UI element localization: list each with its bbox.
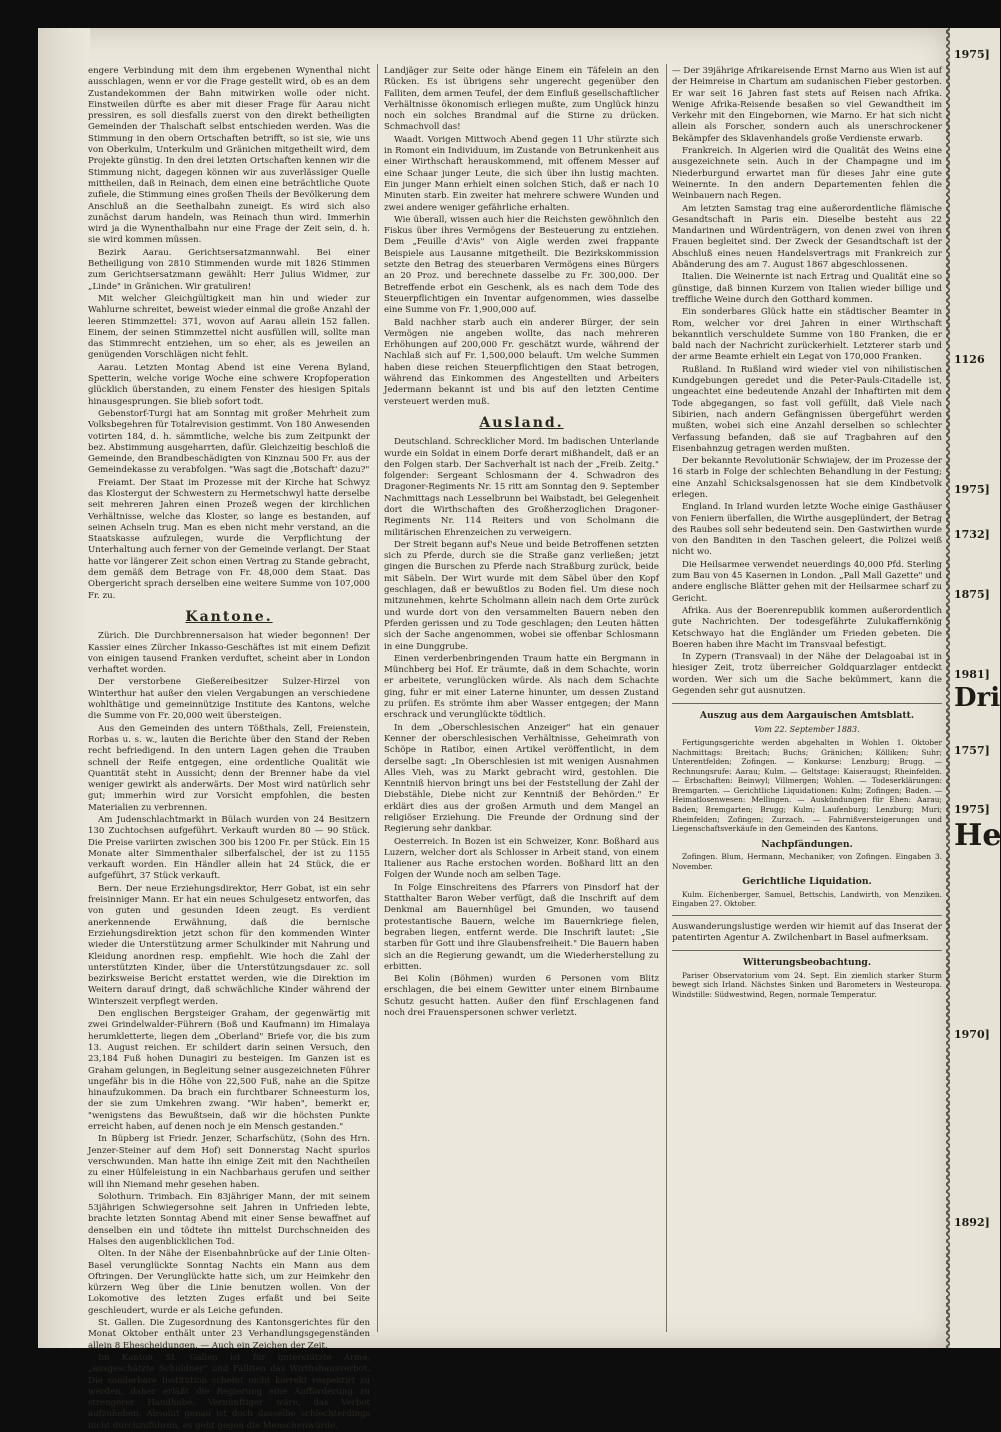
article-text: Waadt. Vorigen Mittwoch Abend gegen 11 Uhr stürzte sich in Romont ein Individuum, im Zustande von Betrunkenheit aus einer Wirthschaft herauskommend, mit offenem Messer auf eine Schaar junger Leute, die sich über ihn lustig machten. Ein junger Mann erhielt einen solchen Stich, daß er nach 10 Minuten starb. Ein zweiter hat mehrere schwere Wunden und zwei andere weniger gefährliche erhalten. bbox=[384, 134, 659, 213]
article-text: Oesterreich. In Bozen ist ein Schweizer, Konr. Boßhard aus Luzern, welcher dort als Schlosser in Arbeit stand, von einem Italiener aus Rache erstochen worden. Boßhard litt an den Folgen der Wunde noch am selben Tage. bbox=[384, 836, 659, 881]
adjacent-ad-ref: 1975] bbox=[954, 48, 990, 61]
article-text: Im Kanton St. Gallen ist für unterstützte Arme, „ausgeschätzte Schuldner" und Falliten das Wirthshausverbot. Die sonderbare Institution scheint nicht korrekt respektirt zu werden, daher erläßt die Regierung eine Aufforderung zu strengerer Handhabe. Vernünftiger wäre, das Verbot aufzuheben. Absolut genau ist doch dasselbe schlechterdings nicht durchzuführen, es geht gegen die Menschenwürde. bbox=[88, 1352, 370, 1431]
article-text: Rußland. In Rußland wird wieder viel von nihilistischen Kundgebungen geredet und die Peter-Pauls-Citadelle ist, ungeachtet eine bedeutende Anzahl der Inhaftirten mit dem Tode abgegangen, so fast voll gefüllt, daß Viele nach Sibirien, nach andern Gefängnissen übergeführt werden mußten, wobei sich eine Anzahl derselben so schlechter Verfassung befanden, daß sie auf Tragbahren auf den Eisenbahnzug getragen werden mußten. bbox=[672, 364, 942, 454]
section-heading-kantone: Kantone. bbox=[185, 608, 273, 625]
adjacent-ad-ref: He bbox=[954, 818, 1001, 853]
article-text: Einen verderbenbringenden Traum hatte ein Bergmann in Münchberg bei Hof. Er träumte, daß in dem Schachte, worin er arbeitete, verunglücken würde. Als nach dem Schachte ging, fuhr er mit einer Laterne hinunter, um dessen Zustand zu prüfen. Es strömte ihm aber Wasser entgegen; der Mann erschrack und verunglückte tödtlich. bbox=[384, 653, 659, 721]
divider bbox=[672, 703, 942, 704]
adjacent-ad-ref: 1732] bbox=[954, 528, 990, 541]
adjacent-ad-ref: 1126 bbox=[954, 353, 985, 366]
witterung-heading: Witterungsbeobachtung. bbox=[742, 957, 872, 969]
article-text: Am Judenschlachtmarkt in Bülach wurden von 24 Besitzern 130 Zuchtochsen aufgeführt. Verkauft wurden 80 — 90 Stück. Die Preise variirten zwischen 300 bis 1200 Fr. per Stück. Ein 15 Monate alter Simmenthaler silberfalschel, der ist zu 1155 verkauft worden. Ein Händler allein hat 24 Stück, die er aufgeführt, 37 Stück verkauft. bbox=[88, 815, 370, 882]
article-text: Der verstorbene Gießereibesitzer Sulzer-Hirzel von Winterthur hat außer den vielen Vergabungen an verschiedene wohlthätige und gemeinnützige Institute des Kantons, welche die Summe von Fr. 20,000 weit übersteigen. bbox=[88, 677, 370, 722]
adjacent-ad-ref: 1975] bbox=[954, 803, 990, 816]
article-text: Olten. In der Nähe der Eisenbahnbrücke auf der Linie Olten-Basel verunglückte Sonntag Nachts ein Mann aus dem Oftringen. Der Verunglückte hatte sich, um zur Heimkehr den kürzern Weg über die Linie benutzen wollen. Von der Lokomotive des letzten Zuges erfaßt und bei Seite geschleudert, wurde er als Leiche gefunden. bbox=[88, 1249, 370, 1316]
article-text: Der bekannte Revolutionär Schwiajew, der im Prozesse der 16 starb in Folge der schlechten Behandlung in der Festung; eine Anzahl Schicksalsgenossen hat sie dem Kindbetvolk erlegen. bbox=[672, 456, 942, 500]
article-text: In dem „Oberschlesischen Anzeiger" hat ein genauer Kenner der oberschlesischen Verhältnisse, Geheimrath von Schöpe in Ratibor, einen Artikel veröffentlicht, in dem derselbe sagt: „In Oberschlesien ist mit wenigen Ausnahmen Alles Vieh, was zu Markt gebracht wird, gestohlen. Die Kenntniß hiervon bringt uns bei der Feststellung der Zahl der Diebstähle, Diebe nicht zur Kenntniß der Behörden." Er erklärt dies aus der großen Armuth und dem Mangel an religiöser Erziehung. Die Freunde der Ordnung sind der Regierung sehr dankbar. bbox=[384, 722, 659, 835]
article-text: Am letzten Samstag trag eine außerordentliche flämische Gesandtschaft in Paris ein. Dieselbe besteht aus 22 Mandarinen und Würdenträgern, von denen zwei von ihren Frauen begleitet sind. Der Zweck der Gesandtschaft ist der Abschluß eines neuen Handelsvertrags mit Frankreich zur Abänderung des am 7. August 1867 abgeschlossenen. bbox=[672, 203, 942, 271]
adjacent-ad-ref: 1757] bbox=[954, 744, 990, 757]
section-heading-ausland: Ausland. bbox=[479, 414, 564, 431]
article-text: Deutschland. Schrecklicher Mord. Im badischen Unterlande wurde ein Soldat in einem Dorfe derart mißhandelt, daß er an den Folgen starb. Der Sachverhalt ist nach der „Freib. Zeitg." folgender: Sergeant Schlosmann der 4. Schwadron des Dragoner-Regiments Nr. 15 ritt am Sonntag den 9. September Nachmittags nach Lesselbrunn bei Waibstadt, bei Gelegenheit dort die Wirthschaften des Großherzoglichen Dragoner-Regiments Nr. 114 Reiters und von Scholmann die militärischen Ehrenzeichen zu verweigern. bbox=[384, 437, 659, 538]
article-text: Landjäger zur Seite oder hänge Einem ein Täfelein an den Rücken. Es ist übrigens sehr ungerecht gegenüber den Falliten, dem armen Teufel, der dem Einfluß gesellschaftlicher Verhältnisse ökonomisch erliegen mußte, zum Unglück hinzu noch ein solches Brandmal auf die Stirne zu drücken. Schmachvoll das! bbox=[384, 66, 659, 133]
liquidation-heading: Gerichtliche Liquidation. bbox=[742, 876, 872, 888]
article-text: Mit welcher Gleichgültigkeit man hin und wieder zur Wahlurne schreitet, beweist wieder einmal die große Anzahl der leeren Stimmzettel: 371, wovon auf Aarau allein 152 fallen. Einem, der seinen Stimmzettel nicht ausfüllen will, sollte man das Stimmrecht entziehen, um so eher, als es jeweilen an genügenden Vorschlägen nicht fehlt. bbox=[88, 293, 370, 361]
article-text: Gebenstorf-Turgi hat am Sonntag mit großer Mehrheit zum Volksbegehren für Totalrevision gestimmt. Von 180 Anwesenden votirten 184, d. h. sämmtliche, welche bis zum Zeitpunkt der bez. Abstimmung ausgeharrten, dafür. Gleichzeitig beschloß die Gemeinde, den Brandbeschädigten von Kinznau 500 Fr. aus der Gemeindekasse zu verabfolgen. "Was sagt die ‚Botschaft' dazu?" bbox=[88, 408, 370, 476]
adjacent-ad-ref: Dri bbox=[954, 683, 1001, 713]
amtsblatt-text: Fertigungsgerichte werden abgehalten in Wohlen 1. Oktober Nachmittags: Breitach; Buchs; Gränichen; Kölliken; Suhr; Unterentfelden; Zofingen. — Konkurse: Lenzburg; Brugg. — Rechnungsrufe: Aarau; Kulm. — Geltstage: Kaiseraugst; Rheinfelden. — Erbschaften: Beinwyl; Villmergen; Wohlen. — Todeserklärungen: Bremgarten. — Gerichtliche Liquidationen: Kulm; Zofingen; Baden. — Heimatlosenwesen: Mellingen. — Auskündungen für Ehen: Aarau; Baden; Bremgarten; Brugg; Kulm; Laufenburg; Lenzburg; Muri; Rheinfelden; Zofingen; Zurzach. — Fahrnißversteigerungen und Liegenschaftsverkäufe in den Gemeinden des Kantons. bbox=[672, 737, 942, 834]
amtsblatt-heading: Auszug aus dem Aargauischen Amtsblatt. bbox=[699, 710, 915, 722]
adjacent-page-strip bbox=[950, 28, 1000, 1348]
article-text: Aus den Gemeinden des untern Tößthals, Zell, Freienstein, Rorbas u. s. w., lauten die Berichte über den Stand der Reben recht befriedigend. In den untern Lagen gehen die Trauben schnell der Reife entgegen, eine ordentliche Qualität wie Quantität steht in Aussicht; denn der Brenner habe da viel weniger gewirkt als anderwärts. Der Most wird natürlich sehr gut; immerhin wird zur Vorsicht empfohlen, die besten Materialien zu verbrennen. bbox=[88, 723, 370, 813]
article-text: In Büpberg ist Friedr. Jenzer, Scharfschütz, (Sohn des Hrn. Jenzer-Steiner auf dem Hof) seit Donnerstag Nacht spurlos verschwunden. Man hatte ihn einige Zeit mit den Nachtheilen zu einer Hülfeleistung in ein Nachbarhaus gerufen und seither will ihn Niemand mehr gesehen haben. bbox=[88, 1134, 370, 1190]
article-text: Bei Kolin (Böhmen) wurden 6 Personen vom Blitz erschlagen, die bei einem Gewitter unter einem Birnbaume Schutz gesucht hatten. Außer den fünf Erschlagenen fand noch drei Frauenspersonen schwer verletzt. bbox=[384, 974, 659, 1019]
column-2 bbox=[384, 66, 659, 1328]
article-text: England. In Irland wurden letzte Woche einige Gasthäuser von Feniern überfallen, die Wirthe ausgeplündert, der Betrag des Raubes soll sehr bedeutend sein. Den Gastwirthen wurde von den Banditen in den Taschen geleert, die Polizei weiß nicht wo. bbox=[672, 502, 942, 558]
article-text: Italien. Die Weinernte ist nach Ertrag und Qualität eine so günstige, daß binnen Kurzem von Italien wieder billige und treffliche Weine durch den Gotthard kommen. bbox=[672, 272, 942, 305]
adjacent-ad-ref: 1970] bbox=[954, 1028, 990, 1041]
article-text: In Folge Einschreitens des Pfarrers von Pinsdorf hat der Statthalter Baron Weber verfügt, daß die Inschrift auf dem Denkmal am Bauernhügel bei Gmunden, wo tausend protestantische Bauern, welche im Bauernkriege fielen, begraben liegen, entfernt werde. Die Inschrift lautet: „Sie starben für Gott und ihre Glaubensfreiheit." Die Bauern haben sich an die Regierung gewandt, um die Wiederherstellung zu erbitten. bbox=[384, 882, 659, 972]
nachpfaendungen-text: Zofingen. Blum, Hermann, Mechaniker, von Zofingen. Eingaben 3. November. bbox=[672, 852, 942, 871]
column-1 bbox=[88, 66, 370, 1431]
auswanderung-notice: Auswanderungslustige werden wir hiemit auf das Inserat der patentirten Agentur A. Zwilchenbart in Basel aufmerksam. bbox=[672, 921, 942, 944]
nachpfaendungen-heading: Nachpfändungen. bbox=[761, 838, 853, 850]
article-text: Bald nachher starb auch ein anderer Bürger, der sein Vermögen nie angeben wollte, das nach mehreren Erhöhungen auf 200,000 Fr. geschätzt wurde, während der Nachlaß sich auf Fr. 1,500,000 belauft. Um welche Summen haben diese reichen Steuerpflichtigen den Staat betrogen, während das Einkommen des Angestellten und Arbeiters Jedermann bekannt ist und bis auf den letzten Centime versteuert werden muß. bbox=[384, 317, 659, 407]
adjacent-ad-ref: 1892] bbox=[954, 1216, 990, 1229]
adjacent-ad-ref: 1975] bbox=[954, 483, 990, 496]
witterung-text: Pariser Observatorium vom 24. Sept. Ein ziemlich starker Sturm bewegt sich Irland. Nächstes Sinken und Barometers in Westeuropa. Windstille: Südwestwind, Regen, normale Temperatur. bbox=[672, 970, 942, 999]
column-rule bbox=[666, 64, 667, 1332]
adjacent-ad-ref: 1981] bbox=[954, 668, 990, 681]
divider bbox=[672, 915, 942, 916]
article-text: Frankreich. In Algerien wird die Qualität des Weins eine ausgezeichnete sein. Auch in der Champagne und im Niederburgund erwartet man für dieses Jahr eine gute Weinernte. In den andern Departementen fehlen die Weinbauern nach Regen. bbox=[672, 146, 942, 202]
article-text: Der Streit begann auf's Neue und beide Betroffenen setzten sich zu Pferde, durch sie die Straße ganz verließen; jetzt gingen die Burschen zu Pferde nach Straßburg zurück, beide mit Säbeln. Der Wirt wurde mit dem Säbel über den Kopf geschlagen, daß er bewußtlos zu Boden fiel. Um diese noch mitzunehmen, kehrte Scholmann allein nach dem Orte zurück und wurde dort von den versammelten Bauern neben den Pferden gerissen und zu Tode geschlagen; den Leuten hätten sich der Sache angenommen, wobei sie offenbar Schlosmann in eine Dunggrube. bbox=[384, 539, 659, 652]
article-text: Solothurn. Trimbach. Ein 83jähriger Mann, der mit seinem 53jährigen Schwiegersohne seit Jahren in Unfrieden lebte, brachte letzten Sonntag Abend mit einer Sense bewaffnet auf denselben ein und tödtete ihn mittelst Durchschneiden des Halses den augenblicklichen Tod. bbox=[88, 1191, 370, 1247]
article-text: Bezirk Aarau. Gerichtsersatzmannwahl. Bei einer Betheiligung von 2810 Stimmenden wurde mit 1826 Stimmen zum Gerichtsersatzmann gewählt: Herr Julius Widmer, zur „Linde" in Gränichen. Wir gratuliren! bbox=[88, 247, 370, 292]
article-text: — Der 39jährige Afrikareisende Ernst Marno aus Wien ist auf der Heimreise in Chartum am sudanischen Fieber gestorben. Er war seit 16 Jahren fast stets auf Reisen nach Afrika. Wenige Afrika-Reisende besaßen so viel Gewandtheit im Verkehr mit den Eingebornen, wie Marno. Er hat sich nicht allein als Forscher, sondern auch als unerschrockener Bekämpfer des Sklavenhandels große Verdienste erwarb. bbox=[672, 66, 942, 144]
article-text: Aarau. Letzten Montag Abend ist eine Verena Byland, Spetterin, welche vorige Woche eine schwere Kropfoperation glücklich überstanden, zu einem Fenster des hiesigen Spitals hinausgesprungen. Sie blieb sofort todt. bbox=[88, 362, 370, 407]
article-text: Afrika. Aus der Boerenrepublik kommen außerordentlich gute Nachrichten. Der todesgefährte Zulukaffernkönig Ketschwayo hat die Engländer um Frieden gebeten. Die Boeren haben ihre Macht im Transvaal befestigt. bbox=[672, 605, 942, 650]
article-text: Den englischen Bergsteiger Graham, der gegenwärtig mit zwei Grindelwalder-Führern (Boß und Kaufmann) im Himalaya herumkletterte, liegen dem „Oberland" Briefe vor, die bis zum 13. August reichen. Er schildert darin seinen Versuch, den 23,184 Fuß hohen Dunagiri zu besteigen. Im Ganzen ist es Graham gelungen, in Begleitung seiner ausgezeichneten Führer ungefähr bis in die Höhe von 22,500 Fuß, nahe an die Spitze hinaufzukommen. Da brach ein furchtbarer Schneesturm los, der sie zum Umkehren zwang. "Wir haben", bemerkt er, "wenigstens das Bewußtsein, daß wir die höchsten Punkte erreicht haben, auf denen noch je ein Mensch gestanden." bbox=[88, 1009, 370, 1133]
article-text: Ein sonderbares Glück hatte ein städtischer Beamter in Rom, welcher vor drei Jahren in einer Wirthschaft bekanntlich verschuldete Summe von 180 Franken, die er bald nach der Nachricht zurückerhielt. Letzterer starb und der arme Beamte erhielt ein Legat von 170,000 Franken. bbox=[672, 307, 942, 363]
column-3 bbox=[672, 66, 942, 1328]
column-rule bbox=[377, 64, 378, 1332]
article-text: St. Gallen. Die Zugesordnung des Kantonsgerichtes für den Monat Oktober enthält unter 23 Verhandlungsgegenständen allein 8 Ehescheidungen. — Auch ein Zeichen der Zeit. bbox=[88, 1318, 370, 1351]
article-text: In Zypern (Transvaal) in der Nähe der Delagoabai ist in hiesiger Zeit, trotz überreicher Goldquarzlager entdeckt worden. Wer sich um die Sache bekümmert, kann die Gegenden sehr gut ausnutzen. bbox=[672, 652, 942, 697]
article-text: engere Verbindung mit dem ihm ergebenen Wynenthal nicht ausschlagen, wenn er vor die Frage gestellt wird, ob es an dem Zustandekommen der Bahn mitwirken wolle oder nicht. Einstweilen dürfte es aber mit dieser Frage für Aarau nicht pressiren, es soll diesfalls zuerst von den direkt betheiligten Gemeinden der Thalschaft selbst entschieden werden. Was die Stimmung in den obern Ortschaften betrifft, so ist sie, wie uns von Oberkulm, Unterkulm und Gränichen mitgetheilt wird, dem Projekte günstig. In den drei letzten Ortschaften kennen wir die Stimmung nicht, dagegen können wir aus zuverlässiger Quelle mittheilen, daß in Reinach, dem einen eine beträchtliche Quote zufiele, die Stimmung eines großen Theils der Bevölkerung dem Anschluß an die Seethalbahn zuneigt. Es wird sich also zunächst darum handeln, was Reinach thun wird. Immerhin wird ja die Wynenthalbahn nur eine Frage der Zeit sein, d. h. sie wird kommen müssen. bbox=[88, 66, 370, 246]
liquidation-text: Kulm. Eichenberger, Samuel, Bettschis, Landwirth, von Menziken. Eingaben 27. Oktober. bbox=[672, 889, 942, 909]
article-text: Zürich. Die Durchbrennersaison hat wieder begonnen! Der Kassier eines Zürcher Inkasso-Geschäftes ist mit einem Defizit von einigen tausend Franken verduftet, scheint aber in London verhaftet worden. bbox=[88, 631, 370, 676]
newspaper-page bbox=[38, 28, 950, 1431]
adjacent-ad-ref: 1875] bbox=[954, 588, 990, 601]
divider bbox=[672, 950, 942, 951]
page-gutter bbox=[38, 28, 90, 1348]
article-text: Freiamt. Der Staat im Prozesse mit der Kirche hat Schwyz das Klostergut der Schwestern zu Hermetschwyl hatte derselbe seit mehreren Jahren einen Prozeß wegen der kirchlichen Verhältnisse, welche das Kloster, so lange es bestanden, auf seinen Achseln trug. Man es eben nicht mehr verstand, an die Staatskasse aufzulegen, wurde die Verpflichtung der Unterhaltung auch ferner von der Gemeinde verlangt. Der Staat hatte vor längerer Zeit schon einen Vertrag zu Stande gebracht, dem gemäß dem Betrage von Fr. 48,000 dem Staat. Das Obergericht sprach derselben eine weitere Summe von 107,000 Fr. zu. bbox=[88, 477, 370, 601]
article-text: Die Heilsarmee verwendet neuerdings 40,000 Pfd. Sterling zum Bau von 45 Kasernen in London. „Pall Mall Gazette" und andere englische Blätter gehen mit der Heilsarmee scharf zu Gericht. bbox=[672, 559, 942, 604]
article-text: Bern. Der neue Erziehungsdirektor, Herr Gobat, ist ein sehr freisinniger Mann. Er hat ein neues Schulgesetz entworfen, das von guten und gesunden Ideen zeugt. Es verdient anerkennende Erwähnung, daß die bernische Erziehungsdirektion jetzt schon für den kommenden Winter wieder die Unterstützung armer Schulkinder mit Nahrung und Kleidung anordnen resp. empfiehlt. Wie hoch die Zahl der unterstützten Kinder, über die Unterstützungsdauer zc. soll bezirksweise Bericht erstattet werden, wie die Direktion im Weitern darauf dringt, daß schwächliche Kinder während der Winterszeit verpflegt werden. bbox=[88, 883, 370, 1007]
article-text: Wie überall, wissen auch hier die Reichsten gewöhnlich den Fiskus über ihres Vermögens der Besteuerung zu entziehen. Dem „Feuille d'Avis" von Aigle werden zwei frappante Beispiele aus Lausanne mitgetheilt. Die Bezirkskommission setzte den Betrag des steuerbaren Vermögens eines Bürgers an 20 Proz. und berechnete dasselbe zu Fr. 300,000. Der Betreffende erbot ein Geschenk, als es nach dem Tode des Steuerpflichtigen ein Inventar aufgenommen, wies dasselbe eine Summe von Fr. 1,900,000 auf. bbox=[384, 214, 659, 316]
amtsblatt-date: Vom 22. September 1883. bbox=[754, 724, 860, 734]
